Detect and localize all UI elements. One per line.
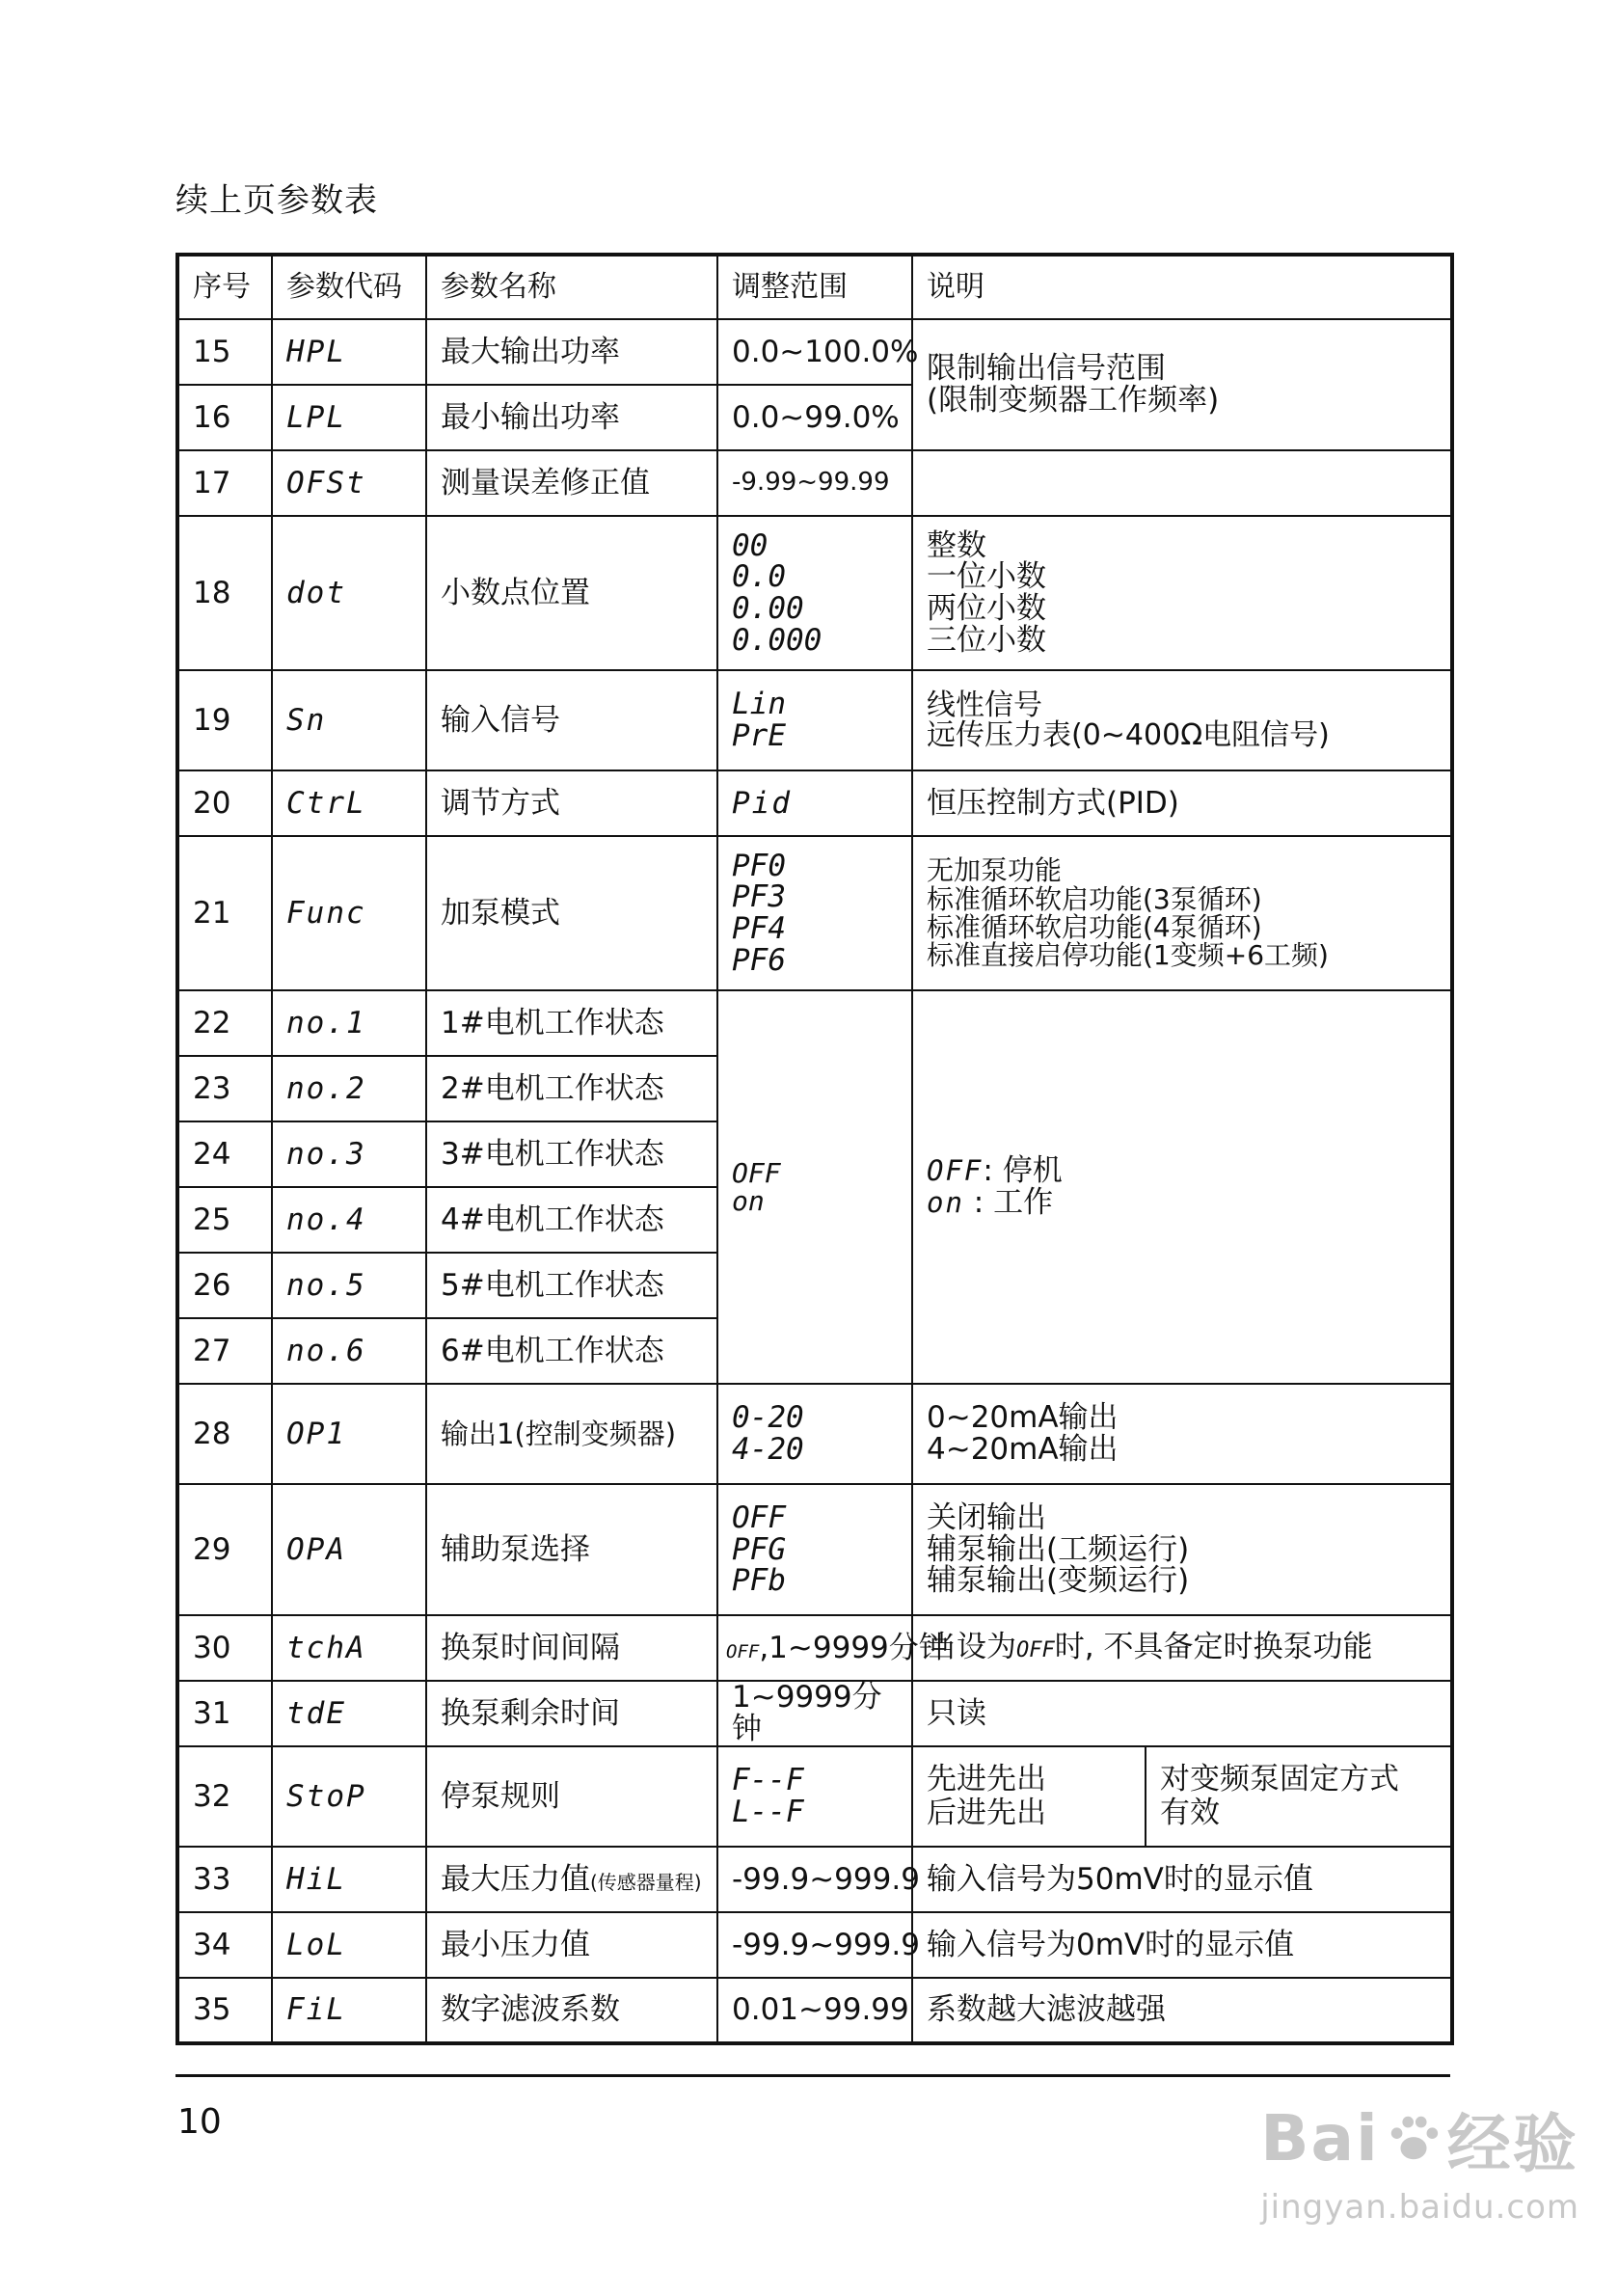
- desc-line: 无加泵功能: [927, 854, 1063, 887]
- desc-line: 整数: [927, 527, 986, 563]
- row-no: 16: [177, 385, 272, 450]
- param-name: 5#电机工作状态: [426, 1253, 717, 1318]
- param-code: HiL: [272, 1847, 426, 1912]
- desc-line: 标准循环软启功能(3泵循环): [927, 882, 1262, 915]
- desc-line: [927, 1187, 1437, 1219]
- param-range: 0.01~99.99: [717, 1978, 912, 2043]
- param-name: 2#电机工作状态: [426, 1056, 717, 1121]
- param-name: 换泵时间间隔: [426, 1615, 717, 1681]
- range-option: Lin: [732, 687, 786, 722]
- desc-line: [927, 1155, 1437, 1187]
- range-option: 0.000: [732, 622, 822, 658]
- page-title: 续上页参数表: [175, 181, 378, 220]
- desc-line: 远传压力表(0~400Ω电阻信号): [927, 718, 1330, 752]
- row-no: 17: [177, 450, 272, 516]
- note-line: 对变频泵固定方式: [1160, 1762, 1399, 1797]
- name-text: 最大压力值: [441, 1861, 590, 1897]
- param-code: FiL: [272, 1978, 426, 2043]
- header-range: 调整范围: [717, 255, 912, 319]
- param-range: [717, 836, 912, 990]
- note-line: 有效: [1160, 1796, 1220, 1830]
- param-name: [426, 1847, 717, 1912]
- row-no: 35: [177, 1978, 272, 2043]
- range-option: 4-20: [732, 1432, 804, 1467]
- param-name: 换泵剩余时间: [426, 1681, 717, 1746]
- desc-text: 当设为: [927, 1630, 1016, 1665]
- row-no: 29: [177, 1484, 272, 1615]
- desc-line: 标准直接启停功能(1变频+6工频): [927, 939, 1329, 972]
- param-desc: [912, 836, 1452, 990]
- param-code: tdE: [272, 1681, 426, 1746]
- row-no: 28: [177, 1384, 272, 1484]
- paw-icon: [1386, 2111, 1442, 2167]
- watermark-logo-text: Bai: [1260, 2101, 1380, 2175]
- desc-line: 0~20mA输出: [927, 1400, 1119, 1436]
- desc-line: 关闭输出: [927, 1500, 1046, 1536]
- param-name: 辅助泵选择: [426, 1484, 717, 1615]
- table-row: [177, 516, 1452, 670]
- table-row: [177, 319, 1452, 385]
- param-name: 加泵模式: [426, 836, 717, 990]
- row-no: 22: [177, 990, 272, 1056]
- param-name: 最小压力值: [426, 1912, 717, 1978]
- desc-line: 线性信号: [927, 688, 1042, 722]
- range-option: PF0: [732, 848, 786, 883]
- param-desc: [912, 670, 1452, 770]
- param-desc: 输入信号为50mV时的显示值: [912, 1847, 1452, 1912]
- row-no: 20: [177, 770, 272, 836]
- row-no: 33: [177, 1847, 272, 1912]
- param-code: no.3: [272, 1121, 426, 1187]
- desc-text: 工作: [993, 1185, 1054, 1220]
- table-row: [177, 836, 1452, 990]
- range-option: PFb: [732, 1563, 786, 1599]
- watermark-url: jingyan.baidu.com: [1260, 2188, 1579, 2227]
- param-desc: [912, 1484, 1452, 1615]
- param-desc: 系数越大滤波越强: [912, 1978, 1452, 2043]
- param-range: Pid: [717, 770, 912, 836]
- row-no: 21: [177, 836, 272, 990]
- desc-line: 后进先出: [927, 1796, 1046, 1830]
- table-row: [177, 1746, 1452, 1847]
- table-row: [177, 450, 1452, 516]
- param-range: [717, 1746, 912, 1847]
- row-no: 18: [177, 516, 272, 670]
- param-desc: 只读: [912, 1681, 1452, 1746]
- param-name: 调节方式: [426, 770, 717, 836]
- param-name: 最小输出功率: [426, 385, 717, 450]
- table-row: [177, 1484, 1452, 1615]
- row-no: 25: [177, 1187, 272, 1253]
- range-option: 0.0: [732, 559, 786, 595]
- row-no: 23: [177, 1056, 272, 1121]
- table-header-row: [177, 255, 1452, 319]
- param-range: 0.0~100.0%: [717, 319, 912, 385]
- param-code: no.2: [272, 1056, 426, 1121]
- parameter-table: [175, 253, 1454, 2045]
- param-code: tchA: [272, 1615, 426, 1681]
- header-no: 序号: [177, 255, 272, 319]
- range-option: OFF: [732, 1500, 786, 1536]
- table-row: [177, 1384, 1452, 1484]
- param-code: no.6: [272, 1318, 426, 1384]
- table-row: [177, 1912, 1452, 1978]
- param-name: 4#电机工作状态: [426, 1187, 717, 1253]
- table-row: [177, 990, 1452, 1056]
- desc-line: 一位小数: [927, 559, 1046, 595]
- param-code: Func: [272, 836, 426, 990]
- table-row: [177, 1681, 1452, 1746]
- desc-note: [1146, 1747, 1450, 1846]
- range-option: PFG: [732, 1531, 786, 1567]
- desc-line: 先进先出: [927, 1762, 1046, 1797]
- param-code: Sn: [272, 670, 426, 770]
- param-range: 0.0~99.0%: [717, 385, 912, 450]
- param-code: dot: [272, 516, 426, 670]
- desc-code: on: [927, 1186, 964, 1219]
- desc-text: 停机: [1002, 1153, 1063, 1189]
- param-desc: [912, 990, 1452, 1384]
- desc-sep: :: [983, 1153, 993, 1189]
- param-code: OPA: [272, 1484, 426, 1615]
- param-desc: [912, 319, 1452, 450]
- desc-code: OFF: [927, 1154, 984, 1188]
- range-option: on: [732, 1185, 765, 1217]
- table-row: [177, 1615, 1452, 1681]
- desc-line: 4~20mA输出: [927, 1432, 1119, 1467]
- param-range: -99.9~999.9: [717, 1912, 912, 1978]
- watermark-logo: [1260, 2093, 1579, 2184]
- desc-line: 限制输出信号范围: [927, 351, 1166, 387]
- param-name: 测量误差修正值: [426, 450, 717, 516]
- param-name: 小数点位置: [426, 516, 717, 670]
- range-option: 0.00: [732, 591, 804, 626]
- table-row: [177, 1847, 1452, 1912]
- range-code: OFF: [726, 1640, 760, 1662]
- param-range: -9.99~99.99: [717, 450, 912, 516]
- param-desc: [912, 516, 1452, 670]
- param-range: [717, 670, 912, 770]
- range-option: 0-20: [732, 1400, 804, 1436]
- param-name: 输出1(控制变频器): [426, 1384, 717, 1484]
- row-no: 15: [177, 319, 272, 385]
- param-range: -99.9~999.9: [717, 1847, 912, 1912]
- param-range: [717, 990, 912, 1384]
- header-code: 参数代码: [272, 255, 426, 319]
- param-desc: 恒压控制方式(PID): [912, 770, 1452, 836]
- param-name: 6#电机工作状态: [426, 1318, 717, 1384]
- row-no: 34: [177, 1912, 272, 1978]
- row-no: 24: [177, 1121, 272, 1187]
- desc-line: 辅泵输出(变频运行): [927, 1563, 1190, 1599]
- row-no: 32: [177, 1746, 272, 1847]
- param-desc: [912, 1746, 1452, 1847]
- param-code: HPL: [272, 319, 426, 385]
- param-range: [717, 1384, 912, 1484]
- param-code: OFSt: [272, 450, 426, 516]
- range-option: OFF: [732, 1156, 781, 1189]
- range-option: PF4: [732, 911, 786, 946]
- param-name: 3#电机工作状态: [426, 1121, 717, 1187]
- name-note: (传感器量程): [590, 1870, 702, 1894]
- desc-line: 辅泵输出(工频运行): [927, 1531, 1190, 1567]
- range-text: ,1~9999分钟: [759, 1630, 949, 1665]
- desc-line: 两位小数: [927, 591, 1046, 626]
- param-name: 数字滤波系数: [426, 1978, 717, 2043]
- param-range: [717, 516, 912, 670]
- param-range: 1~9999分钟: [717, 1681, 912, 1746]
- range-option: 00: [732, 527, 769, 563]
- desc-rules: [913, 1747, 1146, 1846]
- param-name: 输入信号: [426, 670, 717, 770]
- desc-text: 时, 不具备定时换泵功能: [1054, 1630, 1373, 1665]
- watermark-logo-tail: 经验: [1446, 2107, 1578, 2181]
- desc-line: 三位小数: [927, 622, 1046, 658]
- row-no: 19: [177, 670, 272, 770]
- range-option: PF3: [732, 879, 786, 915]
- desc-line: 标准循环软启功能(4泵循环): [927, 911, 1262, 943]
- range-option: PF6: [732, 942, 786, 978]
- header-desc: 说明: [912, 255, 1452, 319]
- desc-split: [913, 1747, 1450, 1846]
- row-no: 31: [177, 1681, 272, 1746]
- param-name: 停泵规则: [426, 1746, 717, 1847]
- param-code: no.1: [272, 990, 426, 1056]
- range-option: F--F: [732, 1763, 804, 1798]
- header-name: 参数名称: [426, 255, 717, 319]
- param-code: StoP: [272, 1746, 426, 1847]
- desc-code: OFF: [1016, 1638, 1055, 1663]
- param-desc: 输入信号为0mV时的显示值: [912, 1912, 1452, 1978]
- param-name: 1#电机工作状态: [426, 990, 717, 1056]
- table-row: [177, 1978, 1452, 2043]
- param-desc: [912, 1615, 1452, 1681]
- table-row: [177, 670, 1452, 770]
- baidu-watermark: [1260, 2093, 1579, 2227]
- param-code: CtrL: [272, 770, 426, 836]
- range-option: L--F: [732, 1795, 804, 1829]
- param-code: OP1: [272, 1384, 426, 1484]
- param-desc: [912, 450, 1452, 516]
- param-code: no.4: [272, 1187, 426, 1253]
- table-row: [177, 770, 1452, 836]
- param-name: 最大输出功率: [426, 319, 717, 385]
- param-range: [717, 1615, 949, 1681]
- row-no: 26: [177, 1253, 272, 1318]
- param-code: LoL: [272, 1912, 426, 1978]
- row-no: 27: [177, 1318, 272, 1384]
- footer-rule: [175, 2074, 1450, 2077]
- param-code: LPL: [272, 385, 426, 450]
- desc-sep: :: [973, 1185, 984, 1220]
- range-option: PrE: [732, 718, 786, 753]
- param-range: [717, 1484, 912, 1615]
- param-desc: [912, 1384, 1452, 1484]
- row-no: 30: [177, 1615, 272, 1681]
- desc-line: (限制变频器工作频率): [927, 383, 1220, 418]
- param-code: no.5: [272, 1253, 426, 1318]
- page-number: 10: [177, 2102, 222, 2142]
